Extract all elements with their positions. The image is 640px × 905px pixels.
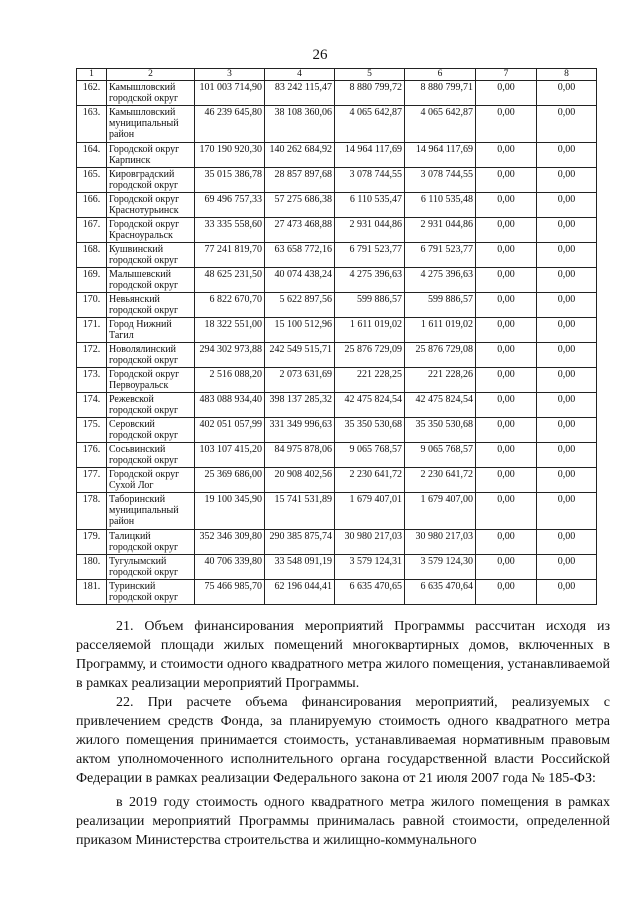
value-cell: 0,00 [537,293,597,318]
value-cell: 4 065 642,87 [405,106,476,143]
value-cell: 0,00 [476,343,537,368]
value-cell: 1 679 407,00 [405,493,476,530]
value-cell: 42 475 824,54 [335,393,405,418]
municipality-name: Городской округ Первоуральск [107,368,195,393]
value-cell: 48 625 231,50 [195,268,265,293]
municipality-name: Городской округ Сухой Лог [107,468,195,493]
value-cell: 18 322 551,00 [195,318,265,343]
row-number: 173. [77,368,107,393]
value-cell: 0,00 [537,368,597,393]
value-cell: 0,00 [537,555,597,580]
row-number: 171. [77,318,107,343]
value-cell: 42 475 824,54 [405,393,476,418]
value-cell: 3 579 124,30 [405,555,476,580]
row-number: 179. [77,530,107,555]
municipality-name: Талицкий городской округ [107,530,195,555]
value-cell: 15 100 512,96 [265,318,335,343]
value-cell: 2 931 044,86 [335,218,405,243]
value-cell: 30 980 217,03 [405,530,476,555]
value-cell: 483 088 934,40 [195,393,265,418]
value-cell: 0,00 [476,530,537,555]
value-cell: 2 230 641,72 [335,468,405,493]
value-cell: 0,00 [476,168,537,193]
value-cell: 3 579 124,31 [335,555,405,580]
value-cell: 0,00 [537,468,597,493]
municipality-name: Городской округ Краснотурьинск [107,193,195,218]
value-cell: 402 051 057,99 [195,418,265,443]
value-cell: 599 886,57 [335,293,405,318]
value-cell: 4 065 642,87 [335,106,405,143]
value-cell: 19 100 345,90 [195,493,265,530]
value-cell: 398 137 285,32 [265,393,335,418]
value-cell: 4 275 396,63 [335,268,405,293]
value-cell: 6 791 523,77 [405,243,476,268]
value-cell: 242 549 515,71 [265,343,335,368]
row-number: 177. [77,468,107,493]
value-cell: 0,00 [476,443,537,468]
value-cell: 0,00 [476,106,537,143]
row-number: 166. [77,193,107,218]
value-cell: 27 473 468,88 [265,218,335,243]
value-cell: 83 242 115,47 [265,81,335,106]
value-cell: 33 548 091,19 [265,555,335,580]
table-row [77,243,597,268]
value-cell: 9 065 768,57 [405,443,476,468]
table-row [77,580,597,605]
column-header: 6 [405,69,476,81]
column-header: 3 [195,69,265,81]
table-row [77,468,597,493]
value-cell: 0,00 [537,530,597,555]
table-row [77,268,597,293]
municipality-name: Камышловский городской округ [107,81,195,106]
value-cell: 77 241 819,70 [195,243,265,268]
row-number: 170. [77,293,107,318]
value-cell: 3 078 744,55 [335,168,405,193]
row-number: 167. [77,218,107,243]
value-cell: 6 635 470,64 [405,580,476,605]
row-number: 163. [77,106,107,143]
value-cell: 0,00 [537,393,597,418]
row-number: 180. [77,555,107,580]
value-cell: 6 110 535,48 [405,193,476,218]
value-cell: 40 706 339,80 [195,555,265,580]
value-cell: 4 275 396,63 [405,268,476,293]
value-cell: 6 635 470,65 [335,580,405,605]
table-row [77,393,597,418]
row-number: 168. [77,243,107,268]
value-cell: 331 349 996,63 [265,418,335,443]
table-row [77,193,597,218]
value-cell: 0,00 [476,218,537,243]
value-cell: 0,00 [476,293,537,318]
value-cell: 20 908 402,56 [265,468,335,493]
value-cell: 0,00 [476,243,537,268]
table-row [77,493,597,530]
column-header: 4 [265,69,335,81]
municipality-name: Новолялинский городской округ [107,343,195,368]
table-header-row [77,69,597,81]
value-cell: 0,00 [476,81,537,106]
column-header: 1 [77,69,107,81]
value-cell: 69 496 757,33 [195,193,265,218]
value-cell: 294 302 973,88 [195,343,265,368]
row-number: 176. [77,443,107,468]
value-cell: 46 239 645,80 [195,106,265,143]
row-number: 181. [77,580,107,605]
table-row [77,443,597,468]
column-header: 5 [335,69,405,81]
table-row [77,106,597,143]
column-header: 7 [476,69,537,81]
value-cell: 0,00 [476,493,537,530]
table-row [77,81,597,106]
table-row [77,368,597,393]
value-cell: 28 857 897,68 [265,168,335,193]
value-cell: 0,00 [476,368,537,393]
row-number: 172. [77,343,107,368]
table-row [77,218,597,243]
value-cell: 0,00 [537,143,597,168]
value-cell: 0,00 [537,418,597,443]
value-cell: 38 108 360,06 [265,106,335,143]
municipality-name: Режевской городской округ [107,393,195,418]
value-cell: 0,00 [537,493,597,530]
value-cell: 0,00 [537,243,597,268]
value-cell: 84 975 878,06 [265,443,335,468]
row-number: 169. [77,268,107,293]
value-cell: 0,00 [537,106,597,143]
value-cell: 33 335 558,60 [195,218,265,243]
value-cell: 0,00 [476,555,537,580]
value-cell: 1 611 019,02 [335,318,405,343]
row-number: 175. [77,418,107,443]
value-cell: 40 074 438,24 [265,268,335,293]
value-cell: 8 880 799,71 [405,81,476,106]
value-cell: 599 886,57 [405,293,476,318]
value-cell: 0,00 [476,193,537,218]
table-row [77,143,597,168]
value-cell: 5 622 897,56 [265,293,335,318]
value-cell: 2 073 631,69 [265,368,335,393]
value-cell: 25 876 729,09 [335,343,405,368]
value-cell: 0,00 [537,193,597,218]
municipality-name: Невьянский городской округ [107,293,195,318]
value-cell: 2 230 641,72 [405,468,476,493]
value-cell: 6 110 535,47 [335,193,405,218]
value-cell: 101 003 714,90 [195,81,265,106]
value-cell: 3 078 744,55 [405,168,476,193]
value-cell: 0,00 [537,318,597,343]
table-row [77,293,597,318]
municipality-name: Камышловский муниципальный район [107,106,195,143]
value-cell: 0,00 [476,318,537,343]
value-cell: 1 679 407,01 [335,493,405,530]
municipality-name: Городской округ Красноуральск [107,218,195,243]
row-number: 164. [77,143,107,168]
municipality-name: Тугулымский городской округ [107,555,195,580]
value-cell: 352 346 309,80 [195,530,265,555]
paragraph-2019: в 2019 году стоимость одного квадратного метра жилого помещения в рамках реализации мероприятий Программы принималась равной стоимости, определенной приказом Министерства строительства и жилищно-коммунального [76,795,610,848]
municipality-name: Туринский городской округ [107,580,195,605]
value-cell: 35 350 530,68 [405,418,476,443]
value-cell: 0,00 [476,580,537,605]
table-row [77,168,597,193]
value-cell: 0,00 [476,468,537,493]
value-cell: 290 385 875,74 [265,530,335,555]
value-cell: 75 466 985,70 [195,580,265,605]
municipality-name: Малышевский городской округ [107,268,195,293]
municipality-name: Серовский городской округ [107,418,195,443]
financing-table [76,68,597,605]
value-cell: 63 658 772,16 [265,243,335,268]
table-body [77,81,597,605]
table-row [77,418,597,443]
table-row [77,318,597,343]
paragraph-21: 21. Объем финансирования мероприятий Программы рассчитан исходя из расселяемой площади жилых помещений многоквартирных домов, включенных в Программу, и стоимости одного квадратного метра жилого помещения, устанавливаемой в рамках реализации мероприятий Программы. [76,619,610,691]
value-cell: 15 741 531,89 [265,493,335,530]
value-cell: 221 228,25 [335,368,405,393]
value-cell: 62 196 044,41 [265,580,335,605]
value-cell: 0,00 [476,143,537,168]
row-number: 178. [77,493,107,530]
row-number: 165. [77,168,107,193]
municipality-name: Город Нижний Тагил [107,318,195,343]
table-row [77,343,597,368]
value-cell: 140 262 684,92 [265,143,335,168]
value-cell: 221 228,26 [405,368,476,393]
municipality-name: Таборинский муниципальный район [107,493,195,530]
value-cell: 0,00 [537,268,597,293]
value-cell: 6 822 670,70 [195,293,265,318]
row-number: 174. [77,393,107,418]
value-cell: 25 876 729,08 [405,343,476,368]
value-cell: 2 931 044,86 [405,218,476,243]
value-cell: 14 964 117,69 [335,143,405,168]
municipality-name: Кировградский городской округ [107,168,195,193]
municipality-name: Городской округ Карпинск [107,143,195,168]
value-cell: 0,00 [476,418,537,443]
municipality-name: Сосьвинский городской округ [107,443,195,468]
table-row [77,530,597,555]
table-row [77,555,597,580]
value-cell: 0,00 [537,580,597,605]
value-cell: 35 015 386,78 [195,168,265,193]
value-cell: 0,00 [476,268,537,293]
page-number: 26 [312,47,328,63]
value-cell: 57 275 686,38 [265,193,335,218]
value-cell: 9 065 768,57 [335,443,405,468]
column-header: 8 [537,69,597,81]
value-cell: 2 516 088,20 [195,368,265,393]
value-cell: 14 964 117,69 [405,143,476,168]
value-cell: 0,00 [476,393,537,418]
paragraph-22: 22. При расчете объема финансирования мероприятий, реализуемых с привлечением средств Фонда, за планируемую стоимость одного квадратного метра жилого помещения принимается стоимость, устанавливаемая нормативным правовым актом уполномоченного исполнительного органа государственной власти Российской Федерации в рамках реализации Федерального закона от 21 июля 2007 года № 185-ФЗ: [76,695,610,786]
value-cell: 35 350 530,68 [335,418,405,443]
municipality-name: Кушвинский городской округ [107,243,195,268]
value-cell: 0,00 [537,343,597,368]
row-number: 162. [77,81,107,106]
value-cell: 30 980 217,03 [335,530,405,555]
value-cell: 0,00 [537,81,597,106]
value-cell: 6 791 523,77 [335,243,405,268]
value-cell: 103 107 415,20 [195,443,265,468]
column-header: 2 [107,69,195,81]
value-cell: 0,00 [537,168,597,193]
value-cell: 1 611 019,02 [405,318,476,343]
value-cell: 8 880 799,72 [335,81,405,106]
value-cell: 0,00 [537,218,597,243]
value-cell: 25 369 686,00 [195,468,265,493]
value-cell: 0,00 [537,443,597,468]
value-cell: 170 190 920,30 [195,143,265,168]
